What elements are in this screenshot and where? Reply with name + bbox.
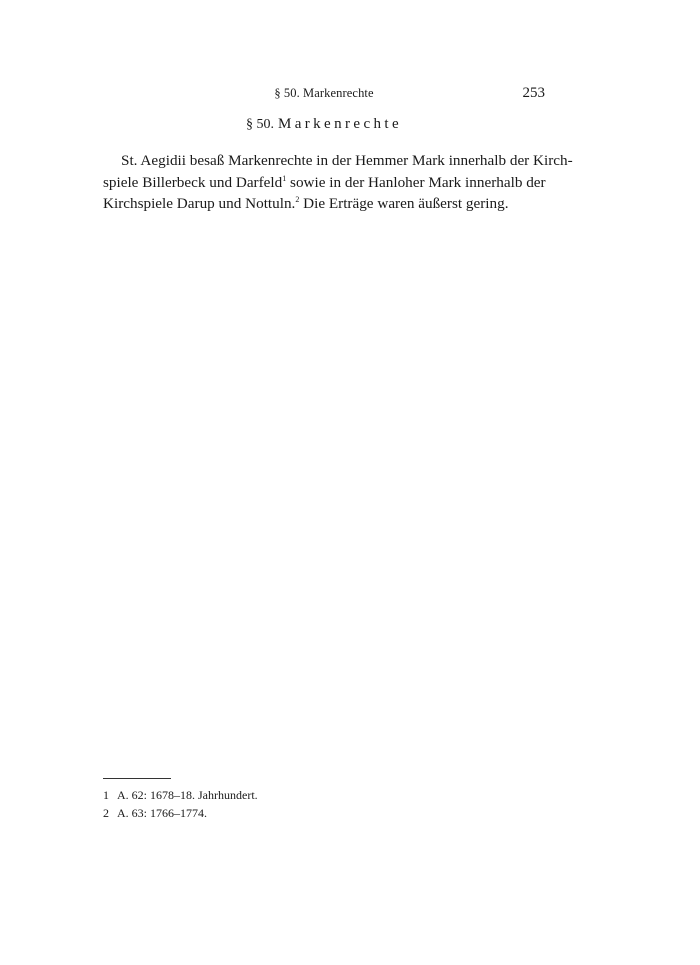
section-heading: [103, 116, 545, 133]
footnote-divider: [103, 778, 171, 779]
footnote-reference[interactable]: 1: [282, 173, 287, 183]
running-head: [103, 86, 545, 104]
paragraph-text: sowie in der Hanloher Mark innerhalb der: [286, 173, 546, 191]
paragraph-text: Kirchspiele Darup und Nottuln.: [103, 195, 296, 212]
section-title: Markenrechte: [277, 116, 403, 132]
body-paragraph: [103, 150, 573, 215]
footnote-number: 2: [103, 806, 109, 820]
footnote-text: A. 63: 1766–1774.: [117, 806, 207, 820]
footnote: [103, 804, 258, 822]
running-title: § 50. Markenrechte: [274, 86, 374, 100]
footnote: [103, 786, 258, 804]
paragraph-text: Die Erträge waren äußerst gering.: [299, 195, 509, 212]
paragraph-text: spiele Billerbeck und Darfeld: [103, 173, 283, 191]
paragraph-line: [103, 172, 545, 194]
footnote-reference[interactable]: 2: [295, 195, 300, 204]
page-number: 253: [522, 85, 545, 101]
paragraph-line: [103, 193, 545, 215]
footnote-text: A. 62: 1678–18. Jahrhundert.: [117, 788, 258, 802]
section-symbol: § 50.: [245, 117, 274, 132]
footnote-number: 1: [103, 788, 109, 802]
footnotes: [103, 786, 258, 822]
paragraph-line: [103, 150, 573, 172]
paragraph-text: St. Aegidii besaß Markenrechte in der Hemmer Mark innerhalb der Kirch-: [121, 152, 573, 169]
